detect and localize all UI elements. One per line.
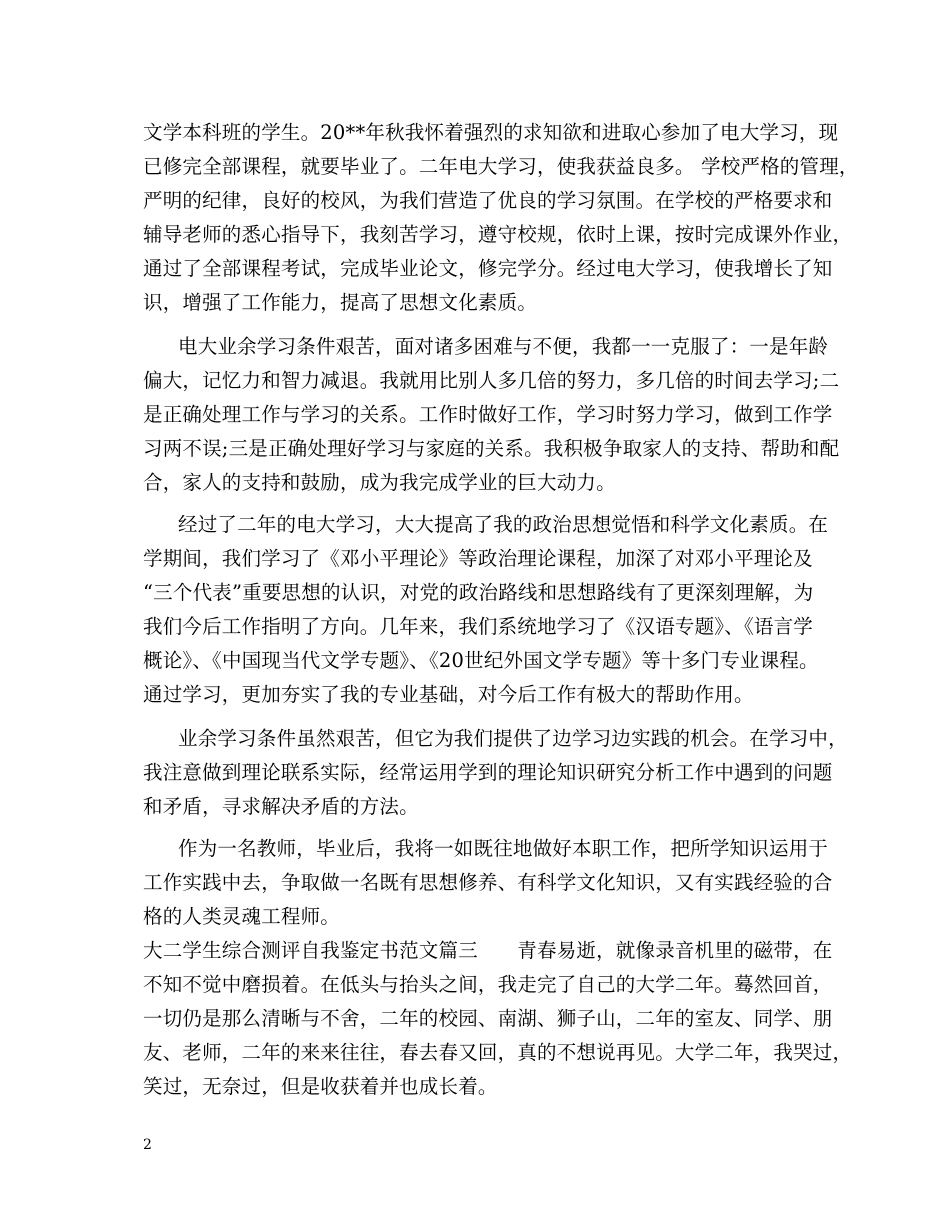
text-line: 笑过，无奈过，但是收获着并也成长着。 <box>143 1075 498 1098</box>
text-line: 一切仍是那么清晰与不舍，二年的校园、南湖、狮子山，二年的室友、同学、朋 <box>143 1007 833 1030</box>
text-line: 习两不误;三是正确处理好学习与家庭的关系。我积极争取家人的支持、帮助和配 <box>143 437 840 460</box>
text-line: 合，家人的支持和鼓励，成为我完成学业的巨大动力。 <box>143 471 616 494</box>
text-line: 经过了二年的电大学习，大大提高了我的政治思想觉悟和科学文化素质。在 <box>178 513 829 536</box>
text-line: 辅导老师的悉心指导下，我刻苦学习，遵守校规，依时上课，按时完成课外作业， <box>143 223 853 246</box>
text-line: 和矛盾，寻求解决矛盾的方法。 <box>143 795 419 818</box>
text-line: 不知不觉中磨损着。在低头与抬头之间，我走完了自己的大学二年。蓦然回首， <box>143 973 833 996</box>
text-line: 工作实践中去，争取做一名既有思想修养、有科学文化知识，又有实践经验的合 <box>143 871 833 894</box>
text-line: 作为一名教师，毕业后，我将一如既往地做好本职工作，把所学知识运用于 <box>178 837 829 860</box>
text-line: 我们今后工作指明了方向。几年来，我们系统地学习了《汉语专题》、《语言学 <box>143 615 814 638</box>
text-line: 通过学习，更加夯实了我的专业基础，对今后工作有极大的帮助作用。 <box>143 683 754 706</box>
text-line: 业余学习条件虽然艰苦，但它为我们提供了边学习边实践的机会。在学习中， <box>178 727 848 750</box>
text-line: 学期间，我们学习了《邓小平理论》等政治理论课程，加深了对邓小平理论及 <box>143 547 813 570</box>
text-line: 已修完全部课程，就要毕业了。二年电大学习，使我获益良多。 学校严格的管理， <box>143 155 859 178</box>
page-number: 2 <box>143 1137 152 1153</box>
text-line: 我注意做到理论联系实际，经常运用学到的理论知识研究分析工作中遇到的问题 <box>143 761 833 784</box>
text-line: “三个代表”重要思想的认识，对党的政治路线和思想路线有了更深刻理解，为 <box>143 581 814 604</box>
text-line: 格的人类灵魂工程师。 <box>143 905 341 928</box>
text-line: 文学本科班的学生。20**年秋我怀着强烈的求知欲和进取心参加了电大学习，现 <box>143 121 839 144</box>
text-line: 概论》、《中国现当代文学专题》、《20世纪外国文学专题》等十多门专业课程。 <box>143 649 819 672</box>
text-line: 识，增强了工作能力，提高了思想文化素质。 <box>143 291 538 314</box>
text-line: 偏大，记忆力和智力减退。我就用比别人多几倍的努力，多几倍的时间去学习;二 <box>143 369 840 392</box>
text-line: 通过了全部课程考试，完成毕业论文，修完学分。经过电大学习，使我增长了知 <box>143 257 833 280</box>
text-line: 友、老师，二年的来来往往，春去春又回，真的不想说再见。大学二年，我哭过， <box>143 1041 853 1064</box>
text-line: 电大业余学习条件艰苦，面对诸多困难与不便，我都一一克服了：一是年龄 <box>178 335 829 358</box>
text-line: 是正确处理工作与学习的关系。工作时做好工作，学习时努力学习，做到工作学 <box>143 403 833 426</box>
text-line: 大二学生综合测评自我鉴定书范文篇三 青春易逝，就像录音机里的磁带，在 <box>143 939 833 962</box>
text-line: 严明的纪律，良好的校风，为我们营造了优良的学习氛围。在学校的严格要求和 <box>143 189 833 212</box>
